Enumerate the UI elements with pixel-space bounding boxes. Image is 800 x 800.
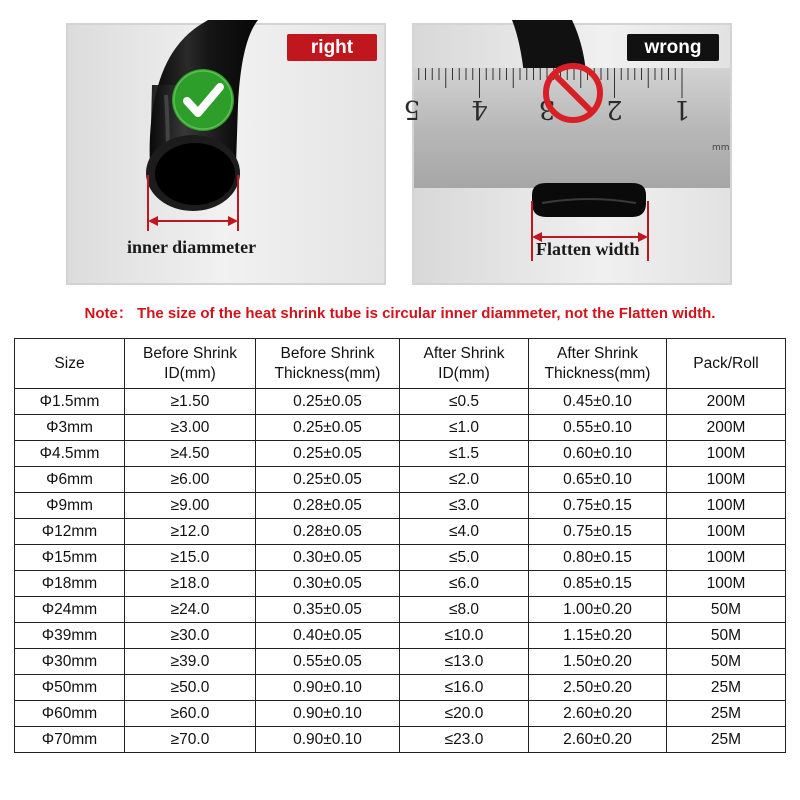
- cell-after-shrink-thickness: 1.00±0.20: [529, 597, 667, 623]
- cell-pack-roll: 100M: [667, 493, 786, 519]
- header-pack-roll: [667, 339, 786, 389]
- table-row: [15, 623, 786, 649]
- cell-pack-roll: 25M: [667, 701, 786, 727]
- cell-after-shrink-thickness: 2.50±0.20: [529, 675, 667, 701]
- table-row: [15, 597, 786, 623]
- header-before-shrink-id: [125, 339, 256, 389]
- ruler-number: 5: [403, 94, 421, 124]
- cell-after-shrink-id: ≤13.0: [400, 649, 529, 675]
- cell-before-shrink-thickness: 0.90±0.10: [256, 675, 400, 701]
- cell-after-shrink-thickness: 0.65±0.10: [529, 467, 667, 493]
- cell-after-shrink-thickness: 1.50±0.20: [529, 649, 667, 675]
- cell-after-shrink-id: ≤10.0: [400, 623, 529, 649]
- cell-after-shrink-id: ≤23.0: [400, 727, 529, 753]
- header-after-shrink-id-line: ID(mm): [438, 364, 490, 382]
- cell-size: Φ70mm: [15, 727, 125, 753]
- cell-after-shrink-id: ≤2.0: [400, 467, 529, 493]
- cell-after-shrink-thickness: 0.75±0.15: [529, 519, 667, 545]
- cell-before-shrink-thickness: 0.25±0.05: [256, 389, 400, 415]
- cell-after-shrink-thickness: 0.55±0.10: [529, 415, 667, 441]
- cell-after-shrink-id: ≤16.0: [400, 675, 529, 701]
- table-row: [15, 441, 786, 467]
- cell-before-shrink-id: ≥3.00: [125, 415, 256, 441]
- note-text: The size of the heat shrink tube is circular inner diammeter, not the Flatten width.: [137, 305, 716, 322]
- table-row: [15, 649, 786, 675]
- cell-pack-roll: 100M: [667, 467, 786, 493]
- cell-after-shrink-id: ≤1.0: [400, 415, 529, 441]
- table-row: [15, 571, 786, 597]
- cell-before-shrink-thickness: 0.28±0.05: [256, 493, 400, 519]
- cell-size: Φ24mm: [15, 597, 125, 623]
- cell-before-shrink-thickness: 0.25±0.05: [256, 441, 400, 467]
- cell-pack-roll: 100M: [667, 441, 786, 467]
- cell-size: Φ30mm: [15, 649, 125, 675]
- table-row: [15, 701, 786, 727]
- table-header-row: [15, 339, 786, 389]
- cell-size: Φ6mm: [15, 467, 125, 493]
- cell-before-shrink-thickness: 0.25±0.05: [256, 415, 400, 441]
- flatten-width-caption: Flatten width: [536, 239, 640, 259]
- table-row: [15, 467, 786, 493]
- cell-pack-roll: 25M: [667, 727, 786, 753]
- cell-pack-roll: 200M: [667, 415, 786, 441]
- cell-after-shrink-thickness: 0.60±0.10: [529, 441, 667, 467]
- cell-after-shrink-thickness: 0.80±0.15: [529, 545, 667, 571]
- cell-before-shrink-thickness: 0.28±0.05: [256, 519, 400, 545]
- cell-before-shrink-id: ≥39.0: [125, 649, 256, 675]
- cell-after-shrink-id: ≤6.0: [400, 571, 529, 597]
- cell-before-shrink-thickness: 0.90±0.10: [256, 727, 400, 753]
- cell-size: Φ60mm: [15, 701, 125, 727]
- note-line: [0, 302, 800, 323]
- cell-before-shrink-id: ≥6.00: [125, 467, 256, 493]
- cell-pack-roll: 100M: [667, 519, 786, 545]
- header-after-shrink-thickness: [529, 339, 667, 389]
- cell-after-shrink-thickness: 0.45±0.10: [529, 389, 667, 415]
- cell-pack-roll: 50M: [667, 649, 786, 675]
- cell-size: Φ9mm: [15, 493, 125, 519]
- cell-before-shrink-id: ≥60.0: [125, 701, 256, 727]
- cell-after-shrink-id: ≤4.0: [400, 519, 529, 545]
- right-example-panel: [66, 23, 386, 285]
- cell-size: Φ4.5mm: [15, 441, 125, 467]
- header-after-shrink-thickness-line: Thickness(mm): [544, 364, 651, 382]
- table-row: [15, 415, 786, 441]
- cell-pack-roll: 50M: [667, 597, 786, 623]
- cell-before-shrink-thickness: 0.30±0.05: [256, 545, 400, 571]
- cell-before-shrink-thickness: 0.40±0.05: [256, 623, 400, 649]
- cell-after-shrink-id: ≤3.0: [400, 493, 529, 519]
- cell-size: Φ15mm: [15, 545, 125, 571]
- header-before-shrink-thickness-line: Before Shrink: [280, 344, 375, 362]
- cell-pack-roll: 200M: [667, 389, 786, 415]
- note-label: Note：: [84, 305, 133, 322]
- header-size: [15, 339, 125, 389]
- header-after-shrink-thickness-line: After Shrink: [557, 344, 638, 362]
- header-after-shrink-id-line: After Shrink: [423, 344, 505, 362]
- cell-before-shrink-thickness: 0.35±0.05: [256, 597, 400, 623]
- cell-pack-roll: 50M: [667, 623, 786, 649]
- cell-size: Φ39mm: [15, 623, 125, 649]
- cell-after-shrink-thickness: 0.85±0.15: [529, 571, 667, 597]
- ruler-number: 3: [538, 94, 556, 124]
- cell-before-shrink-thickness: 0.25±0.05: [256, 467, 400, 493]
- cell-pack-roll: 100M: [667, 545, 786, 571]
- cell-before-shrink-id: ≥30.0: [125, 623, 256, 649]
- cell-after-shrink-id: ≤8.0: [400, 597, 529, 623]
- cell-before-shrink-id: ≥70.0: [125, 727, 256, 753]
- header-before-shrink-thickness-line: Thickness(mm): [274, 364, 381, 382]
- table-row: [15, 675, 786, 701]
- inner-diameter-caption: inner diammeter: [127, 237, 257, 257]
- table-body: [15, 389, 786, 753]
- cell-after-shrink-id: ≤20.0: [400, 701, 529, 727]
- cell-after-shrink-thickness: 2.60±0.20: [529, 727, 667, 753]
- check-icon: [171, 68, 235, 132]
- cell-before-shrink-thickness: 0.55±0.05: [256, 649, 400, 675]
- cell-pack-roll: 25M: [667, 675, 786, 701]
- right-tag: right: [287, 34, 377, 61]
- cell-before-shrink-id: ≥15.0: [125, 545, 256, 571]
- header-size-line: Size: [54, 354, 85, 372]
- cell-size: Φ3mm: [15, 415, 125, 441]
- cell-after-shrink-thickness: 2.60±0.20: [529, 701, 667, 727]
- cell-after-shrink-thickness: 1.15±0.20: [529, 623, 667, 649]
- table-row: [15, 493, 786, 519]
- cell-size: Φ18mm: [15, 571, 125, 597]
- cell-before-shrink-id: ≥9.00: [125, 493, 256, 519]
- ruler-unit: mm: [712, 143, 730, 153]
- header-after-shrink-id: [400, 339, 529, 389]
- cell-size: Φ12mm: [15, 519, 125, 545]
- table-row: [15, 545, 786, 571]
- prohibited-icon: [540, 60, 606, 126]
- cell-before-shrink-id: ≥4.50: [125, 441, 256, 467]
- header-before-shrink-id-line: Before Shrink: [143, 344, 237, 362]
- cell-pack-roll: 100M: [667, 571, 786, 597]
- cell-before-shrink-id: ≥24.0: [125, 597, 256, 623]
- cell-before-shrink-thickness: 0.30±0.05: [256, 571, 400, 597]
- wrong-example-panel: [403, 23, 732, 285]
- cell-after-shrink-id: ≤0.5: [400, 389, 529, 415]
- cell-after-shrink-id: ≤5.0: [400, 545, 529, 571]
- cell-before-shrink-id: ≥18.0: [125, 571, 256, 597]
- cell-size: Φ50mm: [15, 675, 125, 701]
- spec-table: [14, 338, 786, 753]
- cell-before-shrink-id: ≥1.50: [125, 389, 256, 415]
- ruler-number: 4: [471, 94, 488, 124]
- wrong-tag: wrong: [627, 34, 719, 61]
- table-row: [15, 727, 786, 753]
- header-before-shrink-id-line: ID(mm): [164, 364, 216, 382]
- cell-before-shrink-thickness: 0.90±0.10: [256, 701, 400, 727]
- header-pack-roll-line: Pack/Roll: [693, 354, 759, 372]
- cell-before-shrink-id: ≥50.0: [125, 675, 256, 701]
- table-row: [15, 519, 786, 545]
- cell-size: Φ1.5mm: [15, 389, 125, 415]
- table-row: [15, 389, 786, 415]
- cell-after-shrink-thickness: 0.75±0.15: [529, 493, 667, 519]
- header-before-shrink-thickness: [256, 339, 400, 389]
- cell-before-shrink-id: ≥12.0: [125, 519, 256, 545]
- cell-after-shrink-id: ≤1.5: [400, 441, 529, 467]
- ruler-number: 2: [606, 94, 623, 124]
- ruler-number: 1: [673, 94, 691, 124]
